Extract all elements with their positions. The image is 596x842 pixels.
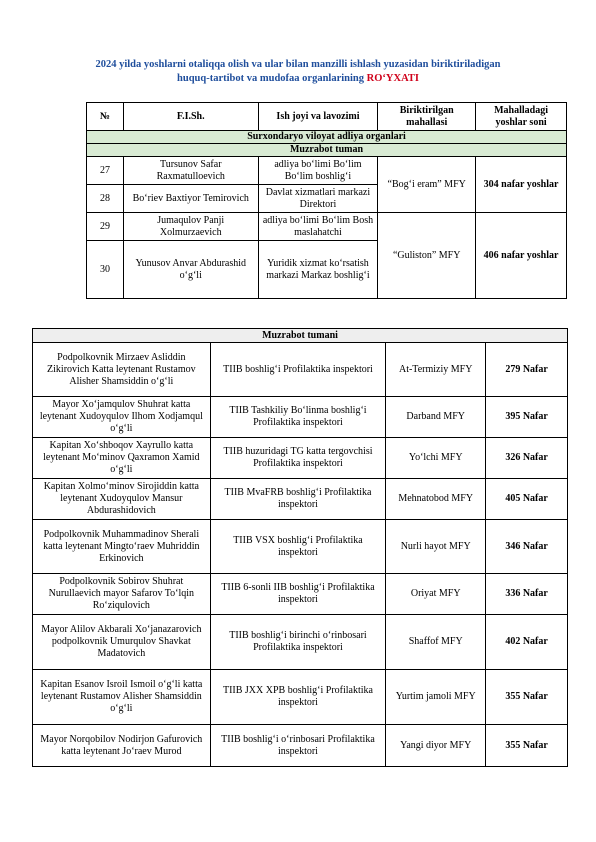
row-name: Podpolkovnik Sobirov Shuhrat Nurullaevich mayor Safarov To‘lqin Ro‘ziqulovich	[33, 574, 211, 615]
row-job: Yuridik xizmat ko‘rsatish markazi Markaz boshlig‘i	[258, 241, 378, 299]
table-row	[33, 438, 568, 479]
table-row	[33, 520, 568, 574]
row-count: 406 nafar yoshlar	[476, 213, 567, 299]
header-count: Mahalladagi yoshlar soni	[476, 103, 567, 131]
row-job: Davlat xizmatlari markazi Direktori	[258, 185, 378, 213]
row-job: TIIB MvaFRB boshlig‘i Profilaktika inspektori	[210, 479, 386, 520]
subsection-header: Muzrabot tuman	[87, 144, 567, 157]
row-name: Mayor Norqobilov Nodirjon Gafurovich katta leytenant Jo‘raev Murod	[33, 725, 211, 767]
table-row	[33, 479, 568, 520]
header-no: №	[87, 103, 124, 131]
title-line-2-prefix: huquq-tartibot va mudofaa organlarining	[177, 73, 367, 84]
row-no: 30	[87, 241, 124, 299]
table-row	[33, 397, 568, 438]
row-name: Kapitan Xo‘shboqov Xayrullo katta leytenant Mo‘minov Qaxramon Xamid o‘g‘li	[33, 438, 211, 479]
table-header-row	[87, 103, 567, 131]
row-no: 27	[87, 157, 124, 185]
row-count: 346 Nafar	[486, 520, 568, 574]
row-job: adliya bo‘limi Bo‘lim Bosh maslahatchi	[258, 213, 378, 241]
row-count: 355 Nafar	[486, 670, 568, 725]
header-job: Ish joyi va lavozimi	[258, 103, 378, 131]
table-row	[33, 725, 568, 767]
title-line-2-red: RO‘YXATI	[366, 73, 419, 84]
table-row	[87, 213, 567, 241]
section-header: Muzrabot tumani	[33, 329, 568, 343]
row-name: Mayor Alilov Akbarali Xo‘janazarovich podpolkovnik Umurqulov Shavkat Madatovich	[33, 615, 211, 670]
row-name: Kapitan Esanov Isroil Ismoil o‘g‘li katta leytenant Rustamov Alisher Shamsiddin o‘g‘li	[33, 670, 211, 725]
row-job: TIIB boshlig‘i birinchi o‘rinbosari Profilaktika inspektori	[210, 615, 386, 670]
table-row	[33, 670, 568, 725]
iib-table	[32, 328, 568, 767]
row-job: TIIB JXX XPB boshlig‘i Profilaktika inspektori	[210, 670, 386, 725]
row-mahalla: “Guliston” MFY	[378, 213, 476, 299]
document-title	[70, 58, 526, 86]
table-row	[33, 343, 568, 397]
row-job: TIIB boshlig‘i o‘rinbosari Profilaktika inspektori	[210, 725, 386, 767]
row-name: Yunusov Anvar Abdurashid o‘g‘li	[123, 241, 258, 299]
row-name: Podpolkovnik Mirzaev Asliddin Zikirovich Katta leytenant Rustamov Alisher Shamsiddin o‘g‘li	[33, 343, 211, 397]
header-mahalla: Biriktirilgan mahallasi	[378, 103, 476, 131]
section-header: Surxondaryo viloyat adliya organlari	[87, 131, 567, 144]
adliya-table	[86, 102, 567, 299]
title-line-1: 2024 yilda yoshlarni otaliqqa olish va ular bilan manzilli ishlash yuzasidan biriktiriladigan	[95, 59, 501, 70]
row-mahalla: Oriyat MFY	[386, 574, 486, 615]
row-mahalla: Mehnatobod MFY	[386, 479, 486, 520]
row-mahalla: Yangi diyor MFY	[386, 725, 486, 767]
header-fish: F.I.Sh.	[123, 103, 258, 131]
row-name: Jumaqulov Panji Xolmurzaevich	[123, 213, 258, 241]
row-count: 326 Nafar	[486, 438, 568, 479]
row-job: TIIB VSX boshlig‘i Profilaktika inspektori	[210, 520, 386, 574]
row-count: 355 Nafar	[486, 725, 568, 767]
row-job: TIIB boshlig‘i Profilaktika inspektori	[210, 343, 386, 397]
row-job: TIIB Tashkiliy Bo‘linma boshlig‘i Profilaktika inspektori	[210, 397, 386, 438]
row-count: 405 Nafar	[486, 479, 568, 520]
table-row	[33, 615, 568, 670]
row-count: 304 nafar yoshlar	[476, 157, 567, 213]
row-name: Mayor Xo‘jamqulov Shuhrat katta leytenant Xudoyqulov Ilhom Xodjamqul o‘g‘li	[33, 397, 211, 438]
row-mahalla: Yurtim jamoli MFY	[386, 670, 486, 725]
table-row	[33, 574, 568, 615]
row-mahalla: Nurli hayot MFY	[386, 520, 486, 574]
row-name: Bo‘riev Baxtiyor Temirovich	[123, 185, 258, 213]
row-name: Kapitan Xolmo‘minov Sirojiddin katta leytenant Xudoyqulov Mansur Abdurashidovich	[33, 479, 211, 520]
row-no: 28	[87, 185, 124, 213]
row-job: TIIB huzuridagi TG katta tergovchisi Profilaktika inspektori	[210, 438, 386, 479]
table-row	[87, 157, 567, 185]
row-job: TIIB 6-sonli IIB boshlig‘i Profilaktika inspektori	[210, 574, 386, 615]
row-count: 402 Nafar	[486, 615, 568, 670]
row-name: Tursunov Safar Raxmatulloevich	[123, 157, 258, 185]
row-mahalla: “Bog‘i eram” MFY	[378, 157, 476, 213]
row-job: adliya bo‘limi Bo‘lim Bo‘lim boshlig‘i	[258, 157, 378, 185]
row-mahalla: Shaffof MFY	[386, 615, 486, 670]
title-line-2	[70, 72, 526, 86]
row-count: 279 Nafar	[486, 343, 568, 397]
row-mahalla: At-Termiziy MFY	[386, 343, 486, 397]
row-mahalla: Darband MFY	[386, 397, 486, 438]
row-name: Podpolkovnik Muhammadinov Sherali katta leytenant Mingto‘raev Muhriddin Erkinovich	[33, 520, 211, 574]
row-no: 29	[87, 213, 124, 241]
row-mahalla: Yo‘lchi MFY	[386, 438, 486, 479]
row-count: 395 Nafar	[486, 397, 568, 438]
row-count: 336 Nafar	[486, 574, 568, 615]
